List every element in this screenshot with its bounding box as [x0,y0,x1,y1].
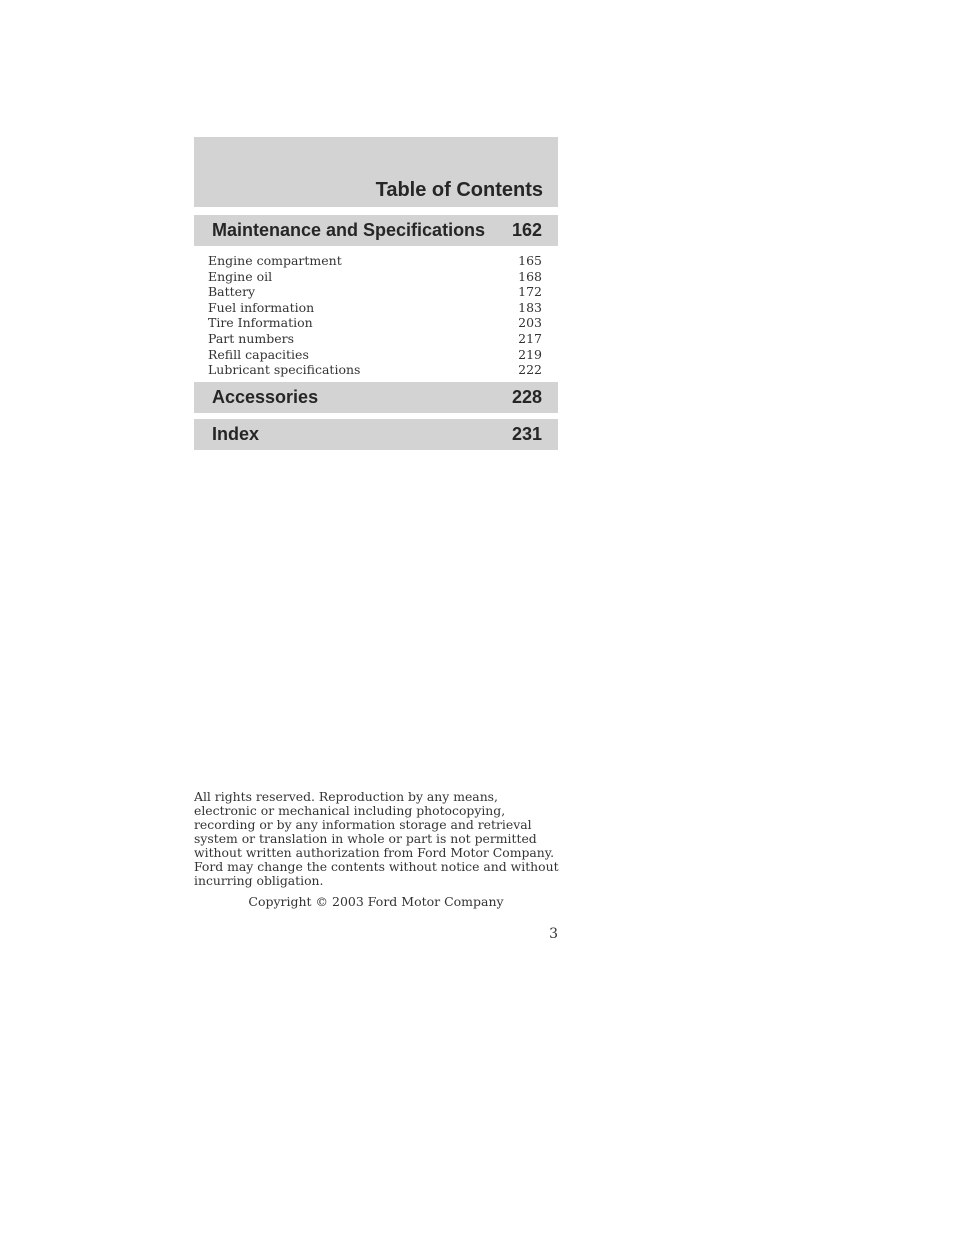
entry-label: Lubricant specifications [208,362,361,378]
toc-entry-lubricant-specifications[interactable] [194,362,558,378]
entry-label: Fuel information [208,299,315,315]
entry-label: Engine compartment [208,253,342,268]
section-label: Maintenance and Specifications [212,220,486,240]
toc-title-banner [194,137,558,207]
entry-page-number: 172 [518,284,542,300]
section-page-number: 228 [511,387,542,407]
toc-entry-refill-capacities[interactable] [194,347,558,363]
section-page-number: 231 [511,424,542,444]
toc-section-maintenance[interactable] [194,215,558,246]
section-label: Index [212,424,260,444]
section-label: Accessories [212,387,319,407]
page-title: Table of Contents [375,179,543,201]
section-page-number: 162 [511,220,542,240]
entry-label: Engine oil [208,268,273,284]
toc-entry-tire-information[interactable] [194,315,558,331]
legal-notice: All rights reserved. Reproduction by any means, electronic or mechanical including photocopying, recording or by any information storage and retrieval system or translation in whole or part is not permitted without written authorization from Ford Motor Company. Ford may change the contents without notice and without incurring obligation. [194,789,559,888]
copyright-notice: Copyright © 2003 Ford Motor Company [248,894,504,909]
entry-page-number: 222 [518,362,542,378]
entry-page-number: 219 [518,346,542,362]
entry-label: Refill capacities [208,346,309,362]
entry-page-number: 168 [518,268,542,284]
maintenance-subsection-list [194,253,558,378]
entry-label: Part numbers [208,330,295,346]
entry-page-number: 217 [518,330,542,346]
entry-page-number: 183 [518,299,542,315]
entry-label: Tire Information [208,315,313,331]
entry-page-number: 165 [518,253,542,268]
toc-entry-engine-compartment[interactable] [194,253,558,269]
page-number: 3 [549,926,558,942]
toc-entry-fuel-information[interactable] [194,300,558,316]
entry-page-number: 203 [518,315,542,331]
toc-section-accessories[interactable] [194,382,558,413]
toc-entry-battery[interactable] [194,284,558,300]
entry-label: Battery [208,284,256,300]
toc-entry-part-numbers[interactable] [194,331,558,347]
toc-entry-engine-oil[interactable] [194,269,558,285]
toc-section-index[interactable] [194,419,558,450]
